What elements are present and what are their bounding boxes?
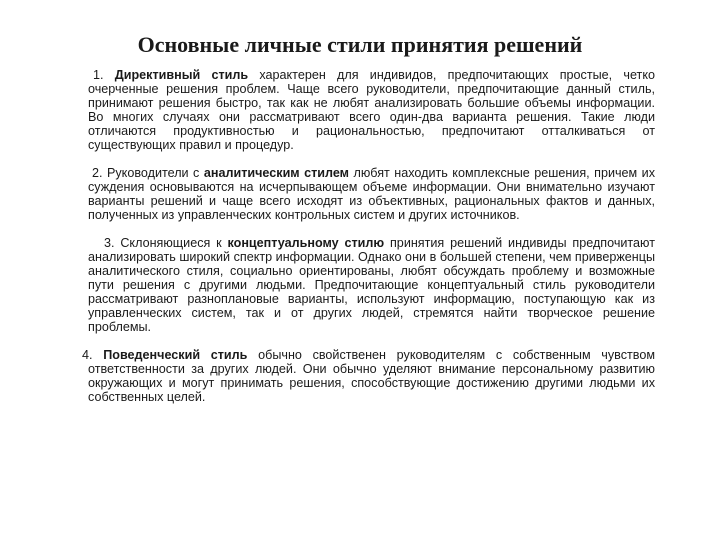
term-analytical-style: аналитическим стилем bbox=[203, 166, 350, 180]
paragraph-directive-style bbox=[88, 68, 655, 152]
paragraph-lead: 1. bbox=[93, 68, 115, 82]
paragraph-text: любят находить комплексные решения, причем их суждения основываются на исчерпывающем объеме информации. Они внимательно изучают варианты решений и чаще всего исходят из объективных, рациональных фактов и данных, полученных из управленческих контрольных систем и других источников. bbox=[88, 166, 656, 222]
paragraph-text: обычно свойственен руководителям с собственным чувством ответственности за других людей. Они обычно уделяют внимание персональному развитию окружающих и могут принимать решения, способствующие достижению другими людьми их собственных целей. bbox=[88, 348, 655, 404]
paragraph-lead: 2. Руководители с bbox=[92, 166, 204, 180]
term-directive-style: Директивный стиль bbox=[114, 68, 249, 82]
paragraph-conceptual-style bbox=[88, 236, 655, 334]
paragraph-lead: 3. Склоняющиеся к bbox=[104, 236, 228, 250]
paragraph-analytical-style bbox=[88, 166, 655, 222]
term-behavioral-style: Поведенческий стиль bbox=[103, 348, 248, 362]
paragraph-text: принятия решений индивиды предпочитают анализировать широкий спектр информации. Однако они в большей степени, чем приверженцы аналитического стиля, социально ориентированы, любят обсуждать проблему и возможные пути решения с другими людьми. Предпочитающие концептуальный стиль руководители рассматривают разноплановые варианты, используют информацию, поступающую как из управленческих систем, так и от других людей, стремятся найти творческое решение проблемы. bbox=[88, 236, 655, 334]
term-conceptual-style: концептуальному стилю bbox=[227, 236, 385, 250]
paragraph-text: характерен для индивидов, предпочитающих простые, четко очерченные решения проблем. Чаще всего руководители, предпочитающие данный стиль, принимают решения быстро, так как не любят анализировать большие объемы информации. Во многих случаях они рассматривают всего один-два варианта решения. Такие люди отличаются продуктивностью и рациональностью, предпочитают отталкиваться от существующих правил и процедур. bbox=[88, 68, 655, 152]
slide-title: Основные личные стили принятия решений bbox=[137, 32, 583, 57]
paragraph-lead: 4. bbox=[82, 348, 104, 362]
slide-body bbox=[82, 68, 656, 416]
paragraph-behavioral-style bbox=[82, 348, 655, 404]
